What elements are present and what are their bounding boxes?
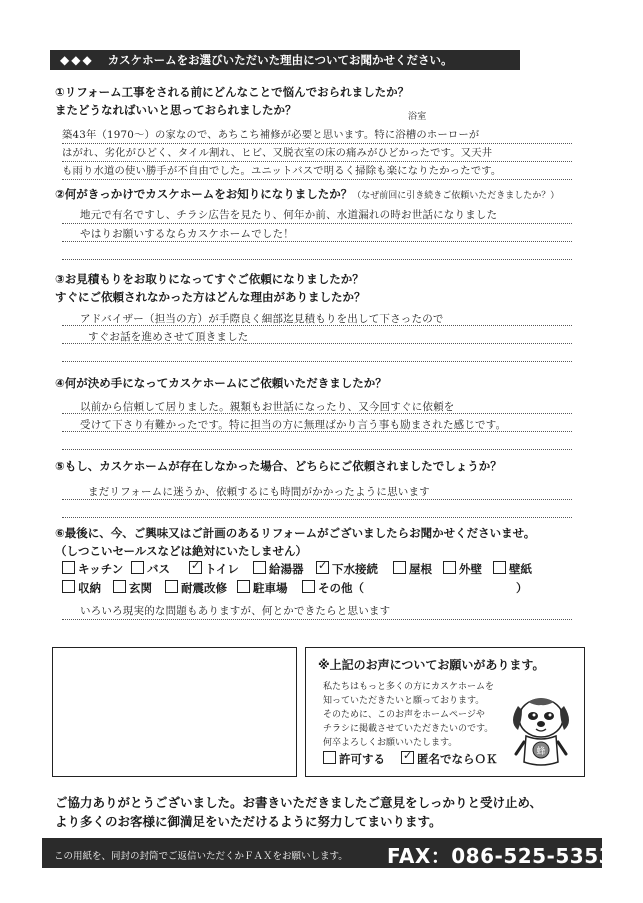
option-label: 屋根 <box>409 562 432 576</box>
option-label: 耐震改修 <box>181 581 227 595</box>
checkbox[interactable] <box>113 580 126 593</box>
checkbox[interactable] <box>302 580 315 593</box>
q1-handwritten-insert: 浴室 <box>408 112 427 122</box>
request-title: ※上記のお声についてお願いがあります。 <box>318 658 545 672</box>
footer-bar <box>42 838 614 868</box>
thanks-line1: ご協力ありがとうございました。お書きいただきましたご意見をしっかりと受け止め、 <box>55 795 543 810</box>
q2-question-note: （なぜ前回に引き続きご依頼いただきましたか？） <box>352 191 560 201</box>
option-wallpaper[interactable] <box>493 561 532 577</box>
checkbox-checked[interactable] <box>316 561 329 574</box>
answer-line <box>62 259 572 260</box>
q2-answer-line1: 地元で有名ですし、チラシ広告を見たり、何年か前、水道漏れの時お世話になりました <box>80 209 498 221</box>
option-parking[interactable] <box>237 580 288 596</box>
request-body <box>323 680 494 750</box>
header-banner <box>50 50 520 70</box>
thanks-line2: より多くのお客様に御満足をいただけるように努力してまいります。 <box>55 814 442 829</box>
option-label: トイレ <box>205 562 239 576</box>
answer-line <box>62 449 572 450</box>
option-label: 給湯器 <box>269 562 304 576</box>
option-seismic-retrofit[interactable] <box>165 580 227 596</box>
q1-question-line1: ①リフォーム工事をされる前にどんなことで悩んでおられましたか？ <box>55 85 410 99</box>
option-roof[interactable] <box>393 561 432 577</box>
option-storage[interactable] <box>62 580 101 596</box>
checkbox[interactable] <box>131 561 144 574</box>
option-label: 駐車場 <box>253 581 288 595</box>
checkbox[interactable] <box>493 561 506 574</box>
option-label: バス <box>147 562 170 576</box>
q1-answer-line2: はがれ、劣化がひどく、タイル割れ、ヒビ、又脱衣室の床の痛みがひどかったです。又天井 <box>62 147 493 159</box>
answer-line <box>62 499 572 500</box>
option-label: 下水接続 <box>332 562 378 576</box>
checkbox[interactable] <box>393 561 406 574</box>
answer-line <box>62 517 572 518</box>
option-label: 玄関 <box>129 581 152 595</box>
option-sewer-connection[interactable] <box>316 561 378 577</box>
option-label: キッチン <box>78 562 124 576</box>
checkbox[interactable] <box>62 580 75 593</box>
answer-line <box>62 619 572 620</box>
q3-answer-line1: アドバイザー（担当の方）が手際良く細部迄見積もりを出して下さったので <box>80 313 444 325</box>
option-exterior-wall[interactable] <box>443 561 482 577</box>
checkbox[interactable] <box>253 561 266 574</box>
allow-option[interactable] <box>323 751 385 767</box>
option-label: 壁紙 <box>509 562 532 576</box>
checkbox[interactable] <box>443 561 456 574</box>
q3-question-line1: ③お見積もりをお取りになってすぐご依頼になりましたか？ <box>55 272 364 286</box>
option-other-close: ） <box>516 581 528 595</box>
q2-question-text: ②何がきっかけでカスケホームをお知りになりましたか？ <box>55 187 353 201</box>
option-water-heater[interactable] <box>253 561 304 577</box>
request-body-line: チラシに掲載させていただきたいのです。 <box>323 724 494 734</box>
option-entrance[interactable] <box>113 580 152 596</box>
q1-answer-line1: 築43年（1970～）の家なので、あちこち補修が必要と思います。特に浴槽のホーローが <box>62 129 480 141</box>
q3-answer-line2: すぐお話を進めさせて頂きました <box>88 331 249 343</box>
mascot-badge: 蜂 <box>536 747 546 757</box>
q6-question-line1: ⑥最後に、今、ご興味又はご計画のあるリフォームがございましたらお聞かせくださいませ。 <box>55 526 536 540</box>
q4-answer-line2: 受けて下さり有難かったです。特に担当の方に無理ばかり言う事も励まされた感じです。 <box>80 419 507 431</box>
footer-text: この用紙を、同封の封筒でご返信いただくかＦＡＸをお願いします。 <box>54 851 348 862</box>
option-kitchen[interactable] <box>62 561 123 577</box>
q6-question-line2: （しつこいセールスなどは絶対にいたしません） <box>55 544 307 558</box>
option-toilet[interactable] <box>189 561 239 577</box>
option-label: その他（ <box>318 581 364 595</box>
allow-label: 許可する <box>339 752 385 766</box>
q4-answer-line1: 以前から信頼して居りました。親類もお世話になったり、又今回すぐに依頼を <box>80 401 455 413</box>
q3-question-line2: すぐにご依頼されなかった方はどんな理由がありましたか？ <box>55 290 366 304</box>
q2-answer-line2: やはりお願いするならカスケホームでした！ <box>80 228 294 240</box>
checkbox[interactable] <box>165 580 178 593</box>
answer-line <box>62 241 572 242</box>
diamond-icons: ◆◆◆ <box>60 53 94 67</box>
q4-question: ④何が決め手になってカスケホームにご依頼いただきましたか？ <box>55 376 387 390</box>
request-body-line: 私たちはもっと多くの方にカスケホームを <box>323 682 495 692</box>
request-body-line: 知っていただきたいと願っております。 <box>323 696 485 706</box>
q1-answer-line3: も雨り水道の使い勝手が不自由でした。ユニットバスで明るく掃除も楽になりたかったです。 <box>62 165 502 177</box>
anonymous-checkbox-checked[interactable] <box>401 751 414 764</box>
free-comment-box[interactable] <box>52 647 297 777</box>
answer-line <box>62 361 572 362</box>
checkbox[interactable] <box>237 580 250 593</box>
checkbox[interactable] <box>62 561 75 574</box>
q2-question <box>55 185 559 205</box>
request-body-line: そのために、このお声をホームページや <box>323 710 485 720</box>
q1-question-line2: またどうなればいいと思っておられましたか？ <box>55 103 297 117</box>
anonymous-label: 匿名でならＯＫ <box>417 752 498 766</box>
q5-answer: まだリフォームに迷うか、依頼するにも時間がかかったように思います <box>88 486 430 498</box>
header-title: カスケホームをお選びいただいた理由についてお聞かせください。 <box>107 53 453 67</box>
checkbox-checked[interactable] <box>189 561 202 574</box>
anonymous-option[interactable] <box>401 751 498 767</box>
answer-line <box>62 223 572 224</box>
request-body-line: 何卒よろしくお願いいたします。 <box>323 738 458 748</box>
fax-number: FAX：086-525-5353 <box>387 844 614 868</box>
option-other[interactable] <box>302 580 364 596</box>
option-bath[interactable] <box>131 561 170 577</box>
option-label: 外壁 <box>459 562 482 576</box>
request-box <box>305 647 585 777</box>
q5-question: ⑤もし、カスケホームが存在しなかった場合、どちらにご依頼されましたでしょうか？ <box>55 459 502 473</box>
allow-checkbox[interactable] <box>323 751 336 764</box>
option-label: 収納 <box>78 581 101 595</box>
answer-line <box>62 179 572 180</box>
mascot-dog-icon <box>506 692 576 772</box>
q6-answer: いろいろ現実的な問題もありますが、何とかできたらと思います <box>80 605 391 617</box>
